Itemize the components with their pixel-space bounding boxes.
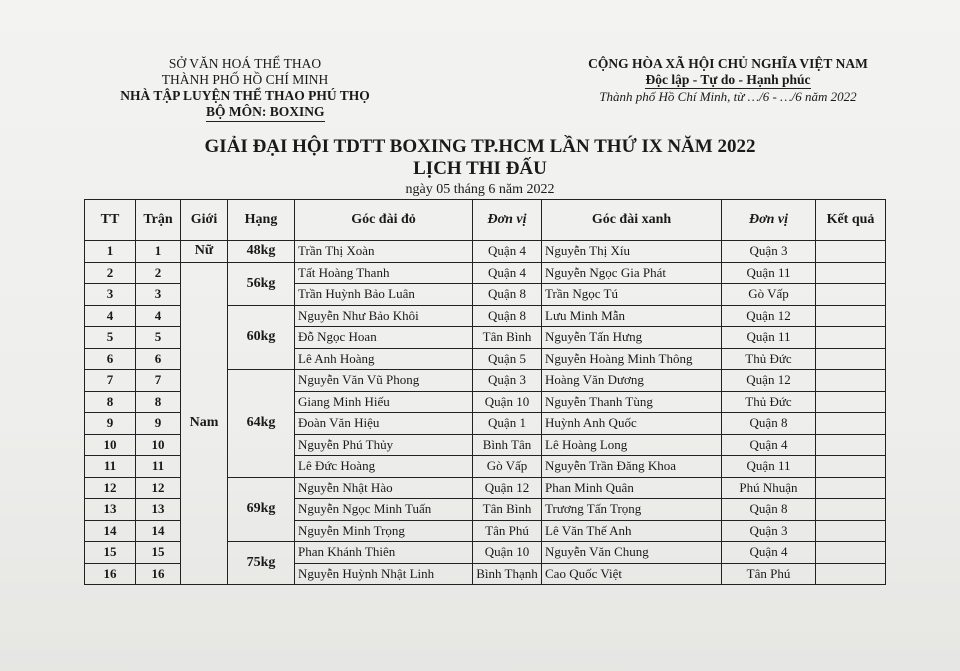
cell-blue-name: Huỳnh Anh Quốc [542, 413, 722, 435]
cell-result [816, 370, 886, 392]
cell-weight-class: 75kg [228, 542, 295, 585]
cell-blue-unit: Quận 12 [722, 370, 816, 392]
cell-red-unit: Bình Thạnh [473, 563, 542, 585]
cell-result [816, 499, 886, 521]
schedule-date: ngày 05 tháng 6 năm 2022 [405, 182, 555, 197]
cell-tran: 13 [136, 499, 181, 521]
cell-tt: 8 [85, 391, 136, 413]
cell-red-unit: Quận 12 [473, 477, 542, 499]
cell-red-unit: Quận 4 [473, 262, 542, 284]
cell-result [816, 563, 886, 585]
cell-result [816, 348, 886, 370]
cell-tran: 14 [136, 520, 181, 542]
place-date: Thành phố Hồ Chí Minh, từ …/6 - …/6 năm 2022 [599, 89, 857, 104]
cell-blue-unit: Quận 11 [722, 262, 816, 284]
col-header-hang: Hạng [228, 200, 295, 241]
cell-tt: 3 [85, 284, 136, 306]
cell-red-unit: Tân Bình [473, 327, 542, 349]
cell-red-name: Nguyễn Nhật Hào [295, 477, 473, 499]
cell-result [816, 391, 886, 413]
cell-tran: 6 [136, 348, 181, 370]
cell-red-unit: Quận 3 [473, 370, 542, 392]
cell-tran: 4 [136, 305, 181, 327]
cell-blue-name: Trần Ngọc Tú [542, 284, 722, 306]
cell-result [816, 477, 886, 499]
cell-tt: 2 [85, 262, 136, 284]
cell-blue-name: Cao Quốc Việt [542, 563, 722, 585]
cell-blue-unit: Quận 11 [722, 456, 816, 478]
cell-tt: 5 [85, 327, 136, 349]
col-header-red-corner: Góc đài đỏ [295, 200, 473, 241]
cell-blue-unit: Phú Nhuận [722, 477, 816, 499]
cell-tt: 11 [85, 456, 136, 478]
cell-blue-name: Lê Hoàng Long [542, 434, 722, 456]
cell-weight-class: 56kg [228, 262, 295, 305]
cell-tt: 4 [85, 305, 136, 327]
cell-blue-name: Lê Văn Thế Anh [542, 520, 722, 542]
cell-blue-name: Nguyễn Văn Chung [542, 542, 722, 564]
cell-blue-name: Lưu Minh Mẫn [542, 305, 722, 327]
cell-blue-name: Trương Tấn Trọng [542, 499, 722, 521]
cell-blue-name: Nguyễn Hoàng Minh Thông [542, 348, 722, 370]
cell-blue-unit: Quận 11 [722, 327, 816, 349]
cell-red-unit: Gò Vấp [473, 456, 542, 478]
cell-blue-unit: Thủ Đức [722, 348, 816, 370]
cell-red-name: Trần Huỳnh Bảo Luân [295, 284, 473, 306]
cell-tt: 6 [85, 348, 136, 370]
table-header-row [85, 200, 886, 241]
cell-weight-class: 48kg [228, 241, 295, 263]
cell-red-name: Nguyễn Huỳnh Nhật Linh [295, 563, 473, 585]
cell-tt: 15 [85, 542, 136, 564]
table-row [85, 262, 886, 284]
cell-tran: 16 [136, 563, 181, 585]
col-header-red-unit: Đơn vị [473, 200, 542, 241]
cell-tran: 3 [136, 284, 181, 306]
cell-red-unit: Quận 10 [473, 391, 542, 413]
col-header-blue-corner: Góc đài xanh [542, 200, 722, 241]
cell-tran: 15 [136, 542, 181, 564]
cell-result [816, 413, 886, 435]
cell-tt: 16 [85, 563, 136, 585]
cell-red-name: Phan Khánh Thiên [295, 542, 473, 564]
cell-tt: 14 [85, 520, 136, 542]
org-line-1: SỞ VĂN HOÁ THỂ THAO [168, 56, 322, 71]
cell-red-name: Nguyễn Minh Trọng [295, 520, 473, 542]
cell-red-name: Nguyễn Văn Vũ Phong [295, 370, 473, 392]
cell-red-unit: Tân Bình [473, 499, 542, 521]
cell-weight-class: 69kg [228, 477, 295, 542]
cell-result [816, 520, 886, 542]
national-motto: Độc lập - Tự do - Hạnh phúc [645, 72, 811, 87]
cell-blue-unit: Quận 8 [722, 499, 816, 521]
cell-red-name: Đỗ Ngọc Hoan [295, 327, 473, 349]
cell-result [816, 262, 886, 284]
cell-gender-male: Nam [181, 262, 228, 585]
cell-tran: 1 [136, 241, 181, 263]
cell-blue-unit: Quận 3 [722, 520, 816, 542]
cell-blue-unit: Thủ Đức [722, 391, 816, 413]
cell-gender-female: Nữ [181, 241, 228, 263]
cell-blue-name: Nguyễn Thị Xíu [542, 241, 722, 263]
cell-red-name: Nguyễn Như Bảo Khôi [295, 305, 473, 327]
cell-blue-unit: Quận 3 [722, 241, 816, 263]
cell-red-name: Tất Hoàng Thanh [295, 262, 473, 284]
cell-blue-unit: Quận 12 [722, 305, 816, 327]
cell-red-name: Nguyễn Phú Thủy [295, 434, 473, 456]
cell-blue-name: Nguyễn Trần Đăng Khoa [542, 456, 722, 478]
col-header-blue-unit: Đơn vị [722, 200, 816, 241]
cell-blue-name: Phan Minh Quân [542, 477, 722, 499]
cell-tran: 11 [136, 456, 181, 478]
cell-weight-class: 64kg [228, 370, 295, 478]
cell-weight-class: 60kg [228, 305, 295, 370]
cell-tt: 7 [85, 370, 136, 392]
table-row [85, 241, 886, 263]
schedule-table [84, 199, 886, 585]
col-header-tran: Trận [136, 200, 181, 241]
cell-result [816, 456, 886, 478]
cell-tran: 8 [136, 391, 181, 413]
cell-tt: 13 [85, 499, 136, 521]
cell-blue-unit: Quận 8 [722, 413, 816, 435]
cell-result [816, 542, 886, 564]
col-header-gioi: Giới [181, 200, 228, 241]
department-label: BỘ MÔN: BOXING [206, 104, 325, 122]
national-header [578, 56, 878, 105]
document-title: GIẢI ĐẠI HỘI TDTT BOXING TP.HCM LẦN THỨ IX NĂM 2022 [204, 136, 756, 157]
cell-blue-unit: Gò Vấp [722, 284, 816, 306]
cell-tran: 12 [136, 477, 181, 499]
cell-result [816, 434, 886, 456]
organization-header [120, 56, 370, 119]
cell-red-unit: Quận 4 [473, 241, 542, 263]
cell-red-name: Nguyễn Ngọc Minh Tuấn [295, 499, 473, 521]
cell-red-name: Trần Thị Xoàn [295, 241, 473, 263]
cell-tt: 12 [85, 477, 136, 499]
cell-red-unit: Bình Tân [473, 434, 542, 456]
document-subtitle: LỊCH THI ĐẤU [413, 158, 547, 179]
cell-blue-name: Hoàng Văn Dương [542, 370, 722, 392]
cell-tt: 10 [85, 434, 136, 456]
cell-tran: 2 [136, 262, 181, 284]
org-line-2: THÀNH PHỐ HỒ CHÍ MINH [161, 72, 329, 87]
org-line-3: NHÀ TẬP LUYỆN THỂ THAO PHÚ THỌ [120, 88, 370, 103]
cell-red-unit: Quận 8 [473, 305, 542, 327]
cell-red-name: Giang Minh Hiếu [295, 391, 473, 413]
cell-blue-name: Nguyễn Thanh Tùng [542, 391, 722, 413]
cell-tran: 9 [136, 413, 181, 435]
cell-tran: 5 [136, 327, 181, 349]
cell-red-unit: Quận 5 [473, 348, 542, 370]
cell-blue-unit: Quận 4 [722, 542, 816, 564]
national-title: CỘNG HÒA XÃ HỘI CHỦ NGHĨA VIỆT NAM [588, 56, 868, 71]
cell-red-unit: Tân Phú [473, 520, 542, 542]
cell-red-unit: Quận 10 [473, 542, 542, 564]
cell-result [816, 305, 886, 327]
cell-red-name: Lê Anh Hoàng [295, 348, 473, 370]
cell-blue-name: Nguyễn Ngọc Gia Phát [542, 262, 722, 284]
cell-blue-name: Nguyễn Tấn Hưng [542, 327, 722, 349]
cell-tt: 1 [85, 241, 136, 263]
cell-result [816, 241, 886, 263]
col-header-result: Kết quả [816, 200, 886, 241]
col-header-tt: TT [85, 200, 136, 241]
cell-tran: 7 [136, 370, 181, 392]
cell-red-name: Đoàn Văn Hiệu [295, 413, 473, 435]
cell-result [816, 327, 886, 349]
cell-tt: 9 [85, 413, 136, 435]
cell-red-name: Lê Đức Hoàng [295, 456, 473, 478]
cell-result [816, 284, 886, 306]
cell-blue-unit: Tân Phú [722, 563, 816, 585]
cell-red-unit: Quận 1 [473, 413, 542, 435]
cell-tran: 10 [136, 434, 181, 456]
cell-blue-unit: Quận 4 [722, 434, 816, 456]
cell-red-unit: Quận 8 [473, 284, 542, 306]
